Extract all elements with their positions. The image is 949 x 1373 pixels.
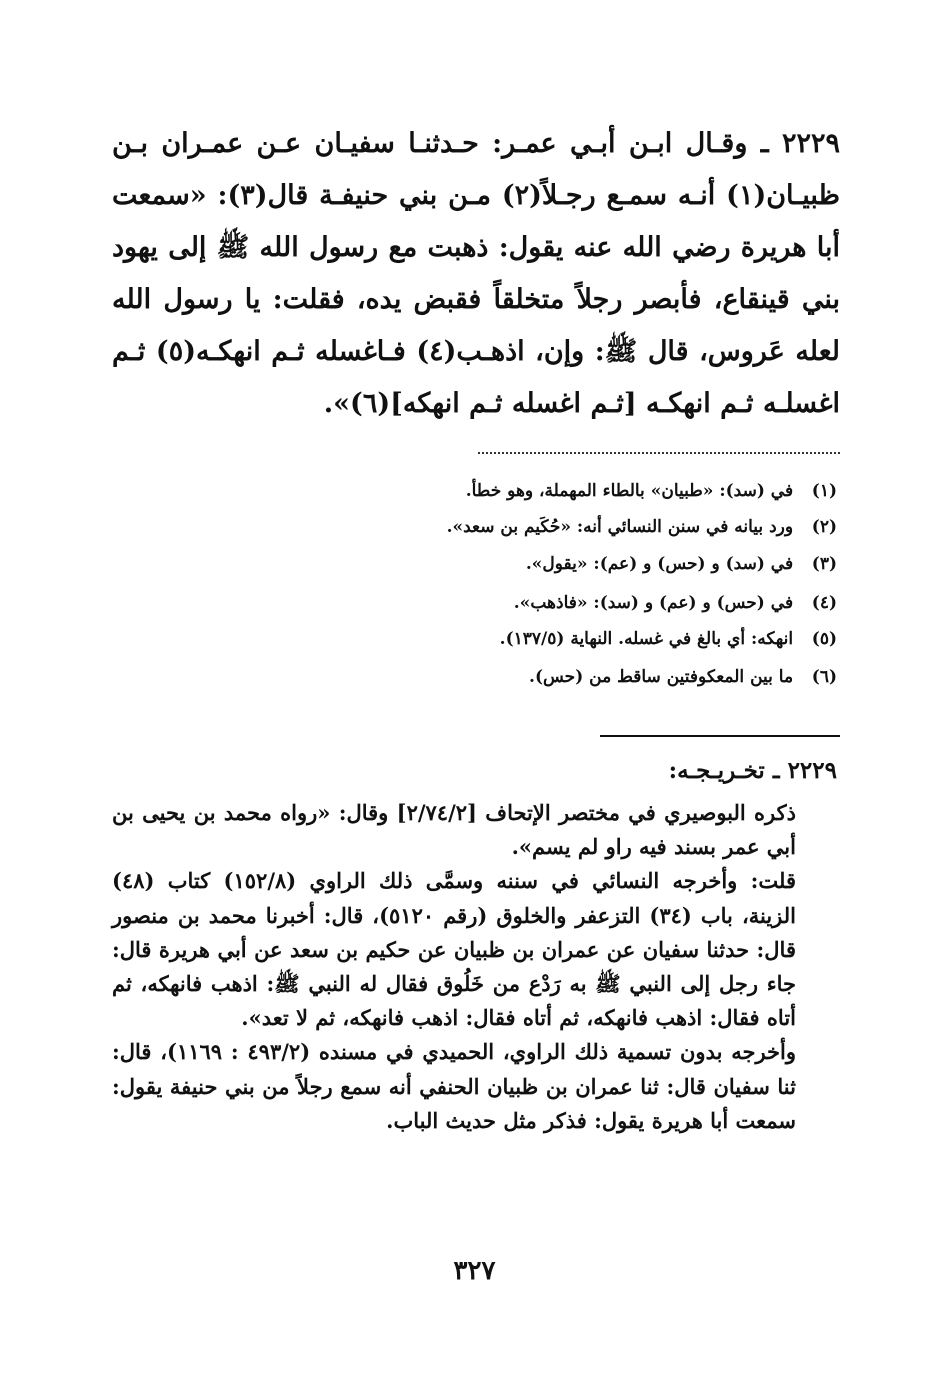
footnote-text: في (سد) و (حس) و (عم): «يقول». — [525, 554, 794, 574]
hadith-number: ٢٢٢٩ — [781, 128, 840, 159]
hadith-text — [112, 118, 840, 430]
section-rule — [600, 735, 840, 737]
takhrij-text — [112, 796, 840, 1138]
footnote-text: في (حس) و (عم) و (سد): «فاذهب». — [513, 593, 794, 613]
hadith-body: ـ وقـال ابـن أبـي عمـر: حـدثنـا سفيـان عـن عمـران بـن ظبيـان(١) أنـه سمـع رجـلاً(٢) مـن بني حنيفـة قال(٣): «سمعت أبا هريرة رضي الله عنه يقول: ذهبت مع رسول الله ﷺ إلى يهود بني قينقاع، فأبصر رجلاً متخلقاً فقبض يده، فقلت: يا رسول الله لعله عَروس، قال ﷺ: وإن، اذهـب(٤) فـاغسله ثـم انهكـه(٥) ثـم اغسلـه ثـم انهكـه [ثـم اغسله ثـم انهكه](٦)». — [112, 128, 840, 419]
footnote-number: (٤) — [811, 593, 837, 613]
takhrij-paragraph: وأخرجه بدون تسمية ذلك الراوي، الحميدي في مسنده (٤٩٣/٢ : ١١٦٩)، قال: ثنا سفيان قال: ثنا عمران بن ظبيان الحنفي أنه سمع رجلاً من بني حنيفة يقول: سمعت أبا هريرة يقول: فذكر مثل حديث الباب. — [112, 1039, 797, 1133]
footnote-5 — [237, 628, 837, 650]
footnote-text: ما بين المعكوفتين ساقط من (حس). — [529, 667, 794, 687]
footnote-separator — [478, 452, 840, 454]
footnote-number: (١) — [811, 481, 837, 501]
takhrij-paragraph: ذكره البوصيري في مختصر الإتحاف [٢/٧٤/٢] وقال: «رواه محمد بن يحيى بن أبي عمر بسند فيه راو لم يسم». — [112, 800, 796, 860]
takhrij-heading: ٢٢٢٩ ـ تخـريـجـه: — [668, 757, 837, 784]
footnote-3 — [237, 553, 837, 575]
footnote-number: (٥) — [811, 629, 837, 649]
footnote-text: انهكه: أي بالغ في غسله. النهاية (١٣٧/٥). — [499, 629, 794, 649]
footnote-6 — [237, 666, 837, 688]
footnote-4 — [237, 592, 837, 614]
footnote-number: (٦) — [811, 667, 837, 687]
footnote-1 — [237, 480, 837, 502]
footnote-text: ورد بيانه في سنن النسائي أنه: «حُكَيم بن سعد». — [446, 517, 794, 537]
footnote-number: (٢) — [811, 517, 837, 537]
footnote-text: في (سد): «طبيان» بالطاء المهملة، وهو خطأ. — [465, 481, 794, 501]
page-number: ٣٢٧ — [453, 1256, 496, 1286]
takhrij-paragraph: قلت: وأخرجه النسائي في سننه وسمَّى ذلك الراوي (١٥٢/٨) كتاب (٤٨) الزينة، باب (٣٤) التزعفر والخلوق (رقم ٥١٢٠)، قال: أخبرنا محمد بن منصور قال: حدثنا سفيان عن عمران بن ظبيان عن حكيم بن سعد عن أبي هريرة قال: جاء رجل إلى النبي ﷺ به رَدْع من خَلُوق فقال له النبي ﷺ: اذهب فانهكه، ثم أتاه فقال: اذهب فانهكه، ثم أتاه فقال: اذهب فانهكه، ثم لا تعد». — [112, 868, 796, 1031]
footnote-number: (٣) — [811, 554, 837, 574]
footnote-2 — [237, 516, 837, 538]
